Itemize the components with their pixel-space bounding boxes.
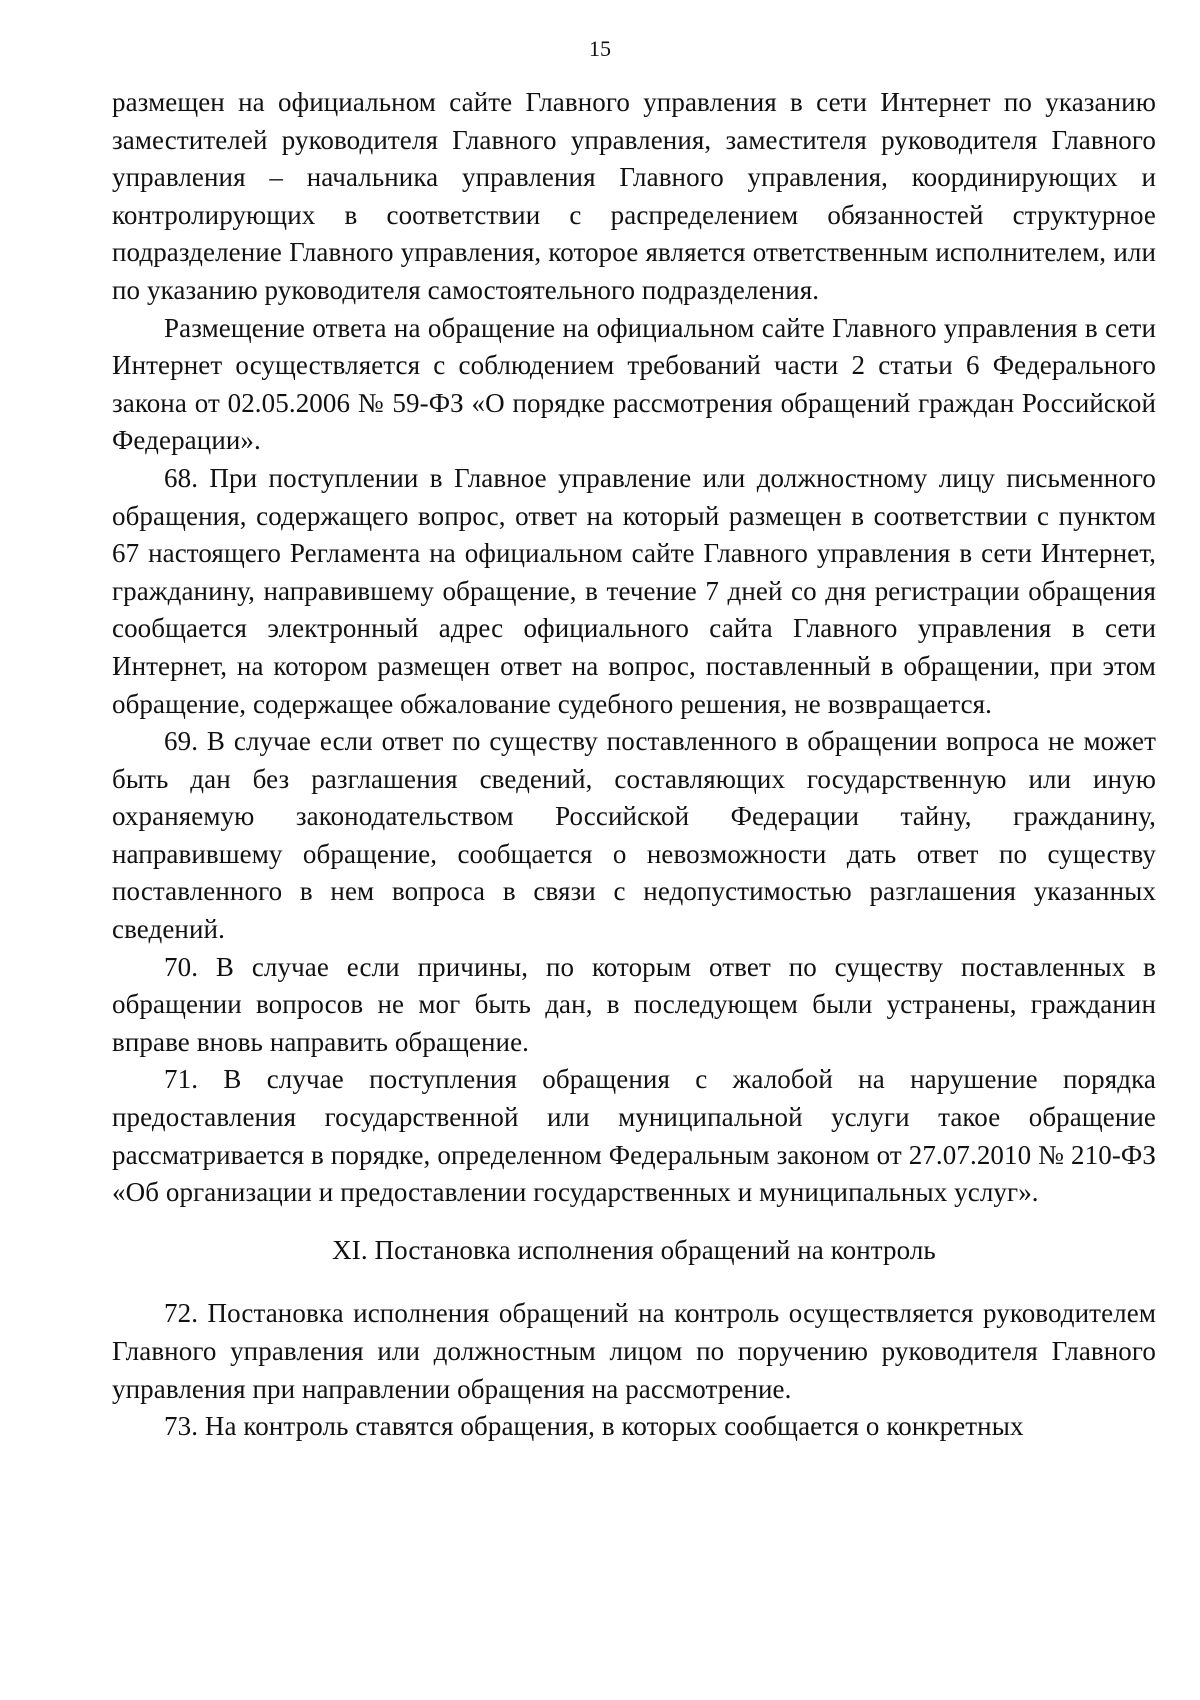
section-heading: XI. Постановка исполнения обращений на контроль: [332, 1234, 936, 1265]
paragraph-71: 71. В случае поступления обращения с жалобой на нарушение порядка предоставления государственной или муниципальной услуги такое обращение рассматривается в порядке, определенном Федеральным законом от 27.07.2010 № 210-ФЗ «Об организации и предоставлении государственных и муниципальных услуг».: [112, 1064, 1156, 1208]
paragraph-continuation: размещен на официальном сайте Главного управления в сети Интернет по указанию заместителей руководителя Главного управления, заместителя руководителя Главного управления – начальника управления Главного управления, координирующих и контролирующих в соответствии с распределением обязанностей структурное подразделение Главного управления, которое является ответственным исполнителем, или по указанию руководителя самостоятельного подразделения.: [112, 87, 1156, 305]
paragraph-73: 73. На контроль ставятся обращения, в которых сообщается о конкретных: [164, 1411, 1024, 1442]
paragraph-72: 72. Постановка исполнения обращений на контроль осуществляется руководителем Главного управления или должностным лицом по поручению руководителя Главного управления при направлении обращения на рассмотрение.: [112, 1298, 1156, 1404]
paragraph-70: 70. В случае если причины, по которым ответ по существу поставленных в обращении вопросов не мог быть дан, в последующем были устранены, гражданин вправе вновь направить обращение.: [112, 951, 1156, 1057]
paragraph-69: 69. В случае если ответ по существу поставленного в обращении вопроса не может быть дан без разглашения сведений, составляющих государственную или иную охраняемую законодательством Российской Федерации тайну, гражданину, направившему обращение, сообщается о невозможности дать ответ по существу поставленного в нем вопроса в связи с недопустимостью разглашения указанных сведений.: [112, 726, 1156, 945]
paragraph-68: 68. При поступлении в Главное управление или должностному лицу письменного обращения, содержащего вопрос, ответ на который размещен в соответствии с пунктом 67 настоящего Регламента на официальном сайте Главного управления в сети Интернет, гражданину, направившему обращение, в течение 7 дней со дня регистрации обращения сообщается электронный адрес официального сайта Главного управления в сети Интернет, на котором размещен ответ на вопрос, поставленный в обращении, при этом обращение, содержащее обжалование судебного решения, не возвращается.: [112, 462, 1156, 719]
document-body: [112, 84, 1156, 1446]
paragraph-placement-requirements: Размещение ответа на обращение на официальном сайте Главного управления в сети Интернет осуществляется с соблюдением требований части 2 статьи 6 Федерального закона от 02.05.2006 № 59-ФЗ «О порядке рассмотрения обращений граждан Российской Федерации».: [112, 312, 1156, 456]
page-number: 15: [589, 36, 611, 61]
